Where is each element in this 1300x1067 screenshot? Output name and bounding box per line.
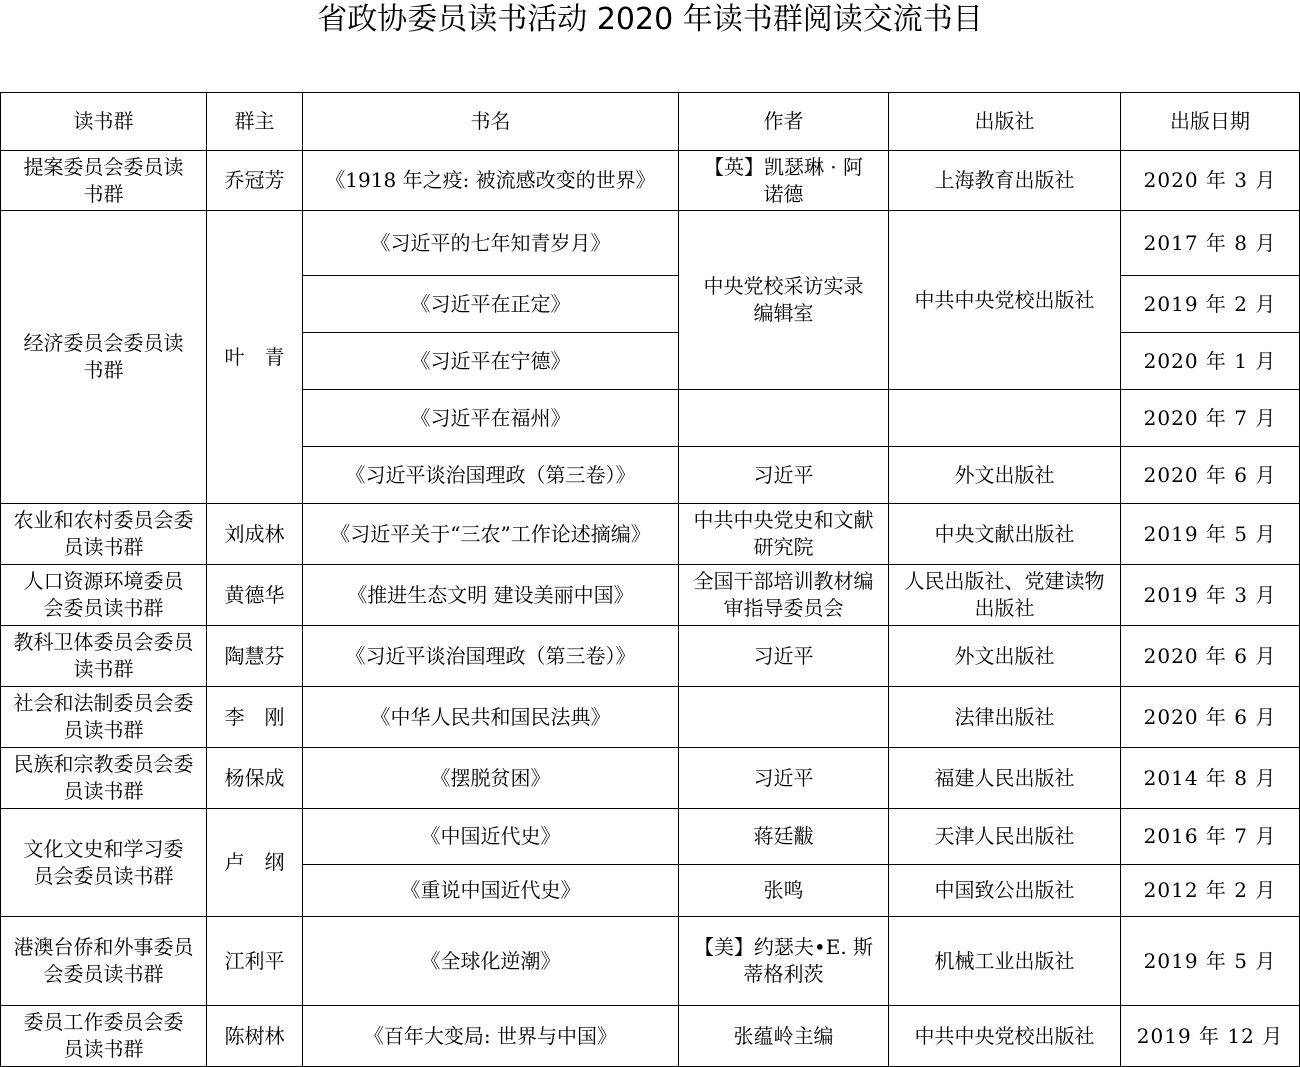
group-cell: 社会和法制委员会委员读书群 [1, 687, 207, 748]
author-cell: 【美】约瑟夫•E. 斯蒂格利茨 [679, 917, 889, 1006]
group-cell: 经济委员会委员读书群 [1, 211, 207, 504]
author-cell: 习近平 [679, 748, 889, 809]
host-cell: 黄德华 [207, 565, 303, 626]
publisher-cell: 外文出版社 [889, 447, 1121, 504]
header-date: 出版日期 [1121, 93, 1300, 151]
book-cell: 《习近平在宁德》 [303, 333, 679, 390]
date-cell: 2016 年 7 月 [1121, 809, 1300, 865]
publisher-cell: 中央文献出版社 [889, 504, 1121, 565]
host-cell: 江利平 [207, 917, 303, 1006]
date-cell: 2019 年 12 月 [1121, 1006, 1300, 1067]
host-cell: 陈树林 [207, 1006, 303, 1067]
date-cell: 2020 年 1 月 [1121, 333, 1300, 390]
publisher-cell: 中国致公出版社 [889, 865, 1121, 917]
header-author: 作者 [679, 93, 889, 151]
publisher-cell: 外文出版社 [889, 626, 1121, 687]
table-row [1, 1006, 1300, 1067]
book-cell: 《中国近代史》 [303, 809, 679, 865]
book-cell: 《习近平谈治国理政（第三卷）》 [303, 626, 679, 687]
group-cell: 人口资源环境委员会委员读书群 [1, 565, 207, 626]
publisher-cell: 福建人民出版社 [889, 748, 1121, 809]
table-row [1, 748, 1300, 809]
date-cell: 2020 年 6 月 [1121, 626, 1300, 687]
author-cell [679, 687, 889, 748]
table-row [1, 917, 1300, 1006]
table-row [1, 565, 1300, 626]
author-cell: 【英】凯瑟琳 · 阿诺德 [679, 151, 889, 211]
book-cell: 《习近平谈治国理政（第三卷）》 [303, 447, 679, 504]
author-cell: 中共中央党史和文献研究院 [679, 504, 889, 565]
book-cell: 《1918 年之疫: 被流感改变的世界》 [303, 151, 679, 211]
book-cell: 《习近平在正定》 [303, 276, 679, 333]
group-cell: 提案委员会委员读书群 [1, 151, 207, 211]
table-row [1, 211, 1300, 276]
author-cell: 张鸣 [679, 865, 889, 917]
table-row [1, 504, 1300, 565]
page-title: 省政协委员读书活动 2020 年读书群阅读交流书目 [317, 2, 983, 37]
book-cell: 《习近平在福州》 [303, 390, 679, 447]
host-cell: 卢 纲 [207, 809, 303, 917]
book-cell: 《重说中国近代史》 [303, 865, 679, 917]
date-cell: 2020 年 3 月 [1121, 151, 1300, 211]
group-cell: 民族和宗教委员会委员读书群 [1, 748, 207, 809]
header-host: 群主 [207, 93, 303, 151]
publisher-cell: 机械工业出版社 [889, 917, 1121, 1006]
author-cell: 习近平 [679, 626, 889, 687]
host-cell: 李 刚 [207, 687, 303, 748]
publisher-cell: 中共中央党校出版社 [889, 1006, 1121, 1067]
book-cell: 《推进生态文明 建设美丽中国》 [303, 565, 679, 626]
header-publisher: 出版社 [889, 93, 1121, 151]
table-row [1, 151, 1300, 211]
reading-list-table [0, 92, 1300, 1067]
host-cell: 乔冠芳 [207, 151, 303, 211]
date-cell: 2017 年 8 月 [1121, 211, 1300, 276]
group-cell: 文化文史和学习委员会委员读书群 [1, 809, 207, 917]
author-cell: 中央党校采访实录编辑室 [679, 211, 889, 390]
table-row [1, 626, 1300, 687]
date-cell: 2019 年 5 月 [1121, 917, 1300, 1006]
publisher-cell: 法律出版社 [889, 687, 1121, 748]
table-row [1, 809, 1300, 865]
date-cell: 2014 年 8 月 [1121, 748, 1300, 809]
group-cell: 委员工作委员会委员读书群 [1, 1006, 207, 1067]
date-cell: 2020 年 6 月 [1121, 687, 1300, 748]
host-cell: 陶慧芬 [207, 626, 303, 687]
date-cell: 2012 年 2 月 [1121, 865, 1300, 917]
date-cell: 2019 年 3 月 [1121, 565, 1300, 626]
host-cell: 杨保成 [207, 748, 303, 809]
publisher-cell: 上海教育出版社 [889, 151, 1121, 211]
book-cell: 《习近平的七年知青岁月》 [303, 211, 679, 276]
book-cell: 《摆脱贫困》 [303, 748, 679, 809]
host-cell: 叶 青 [207, 211, 303, 504]
publisher-cell: 天津人民出版社 [889, 809, 1121, 865]
date-cell: 2019 年 2 月 [1121, 276, 1300, 333]
author-cell: 张蕴岭主编 [679, 1006, 889, 1067]
publisher-cell: 中共中央党校出版社 [889, 211, 1121, 390]
date-cell: 2020 年 6 月 [1121, 447, 1300, 504]
host-cell: 刘成林 [207, 504, 303, 565]
date-cell: 2020 年 7 月 [1121, 390, 1300, 447]
author-cell: 全国干部培训教材编审指导委员会 [679, 565, 889, 626]
publisher-cell [889, 390, 1121, 447]
header-row [1, 93, 1300, 151]
author-cell [679, 390, 889, 447]
author-cell: 习近平 [679, 447, 889, 504]
header-book: 书名 [303, 93, 679, 151]
group-cell: 农业和农村委员会委员读书群 [1, 504, 207, 565]
book-cell: 《中华人民共和国民法典》 [303, 687, 679, 748]
table-row [1, 687, 1300, 748]
date-cell: 2019 年 5 月 [1121, 504, 1300, 565]
book-cell: 《全球化逆潮》 [303, 917, 679, 1006]
author-cell: 蒋廷黻 [679, 809, 889, 865]
group-cell: 教科卫体委员会委员读书群 [1, 626, 207, 687]
publisher-cell: 人民出版社、党建读物出版社 [889, 565, 1121, 626]
book-cell: 《百年大变局: 世界与中国》 [303, 1006, 679, 1067]
group-cell: 港澳台侨和外事委员会委员读书群 [1, 917, 207, 1006]
header-group: 读书群 [1, 93, 207, 151]
book-cell: 《习近平关于“三农”工作论述摘编》 [303, 504, 679, 565]
